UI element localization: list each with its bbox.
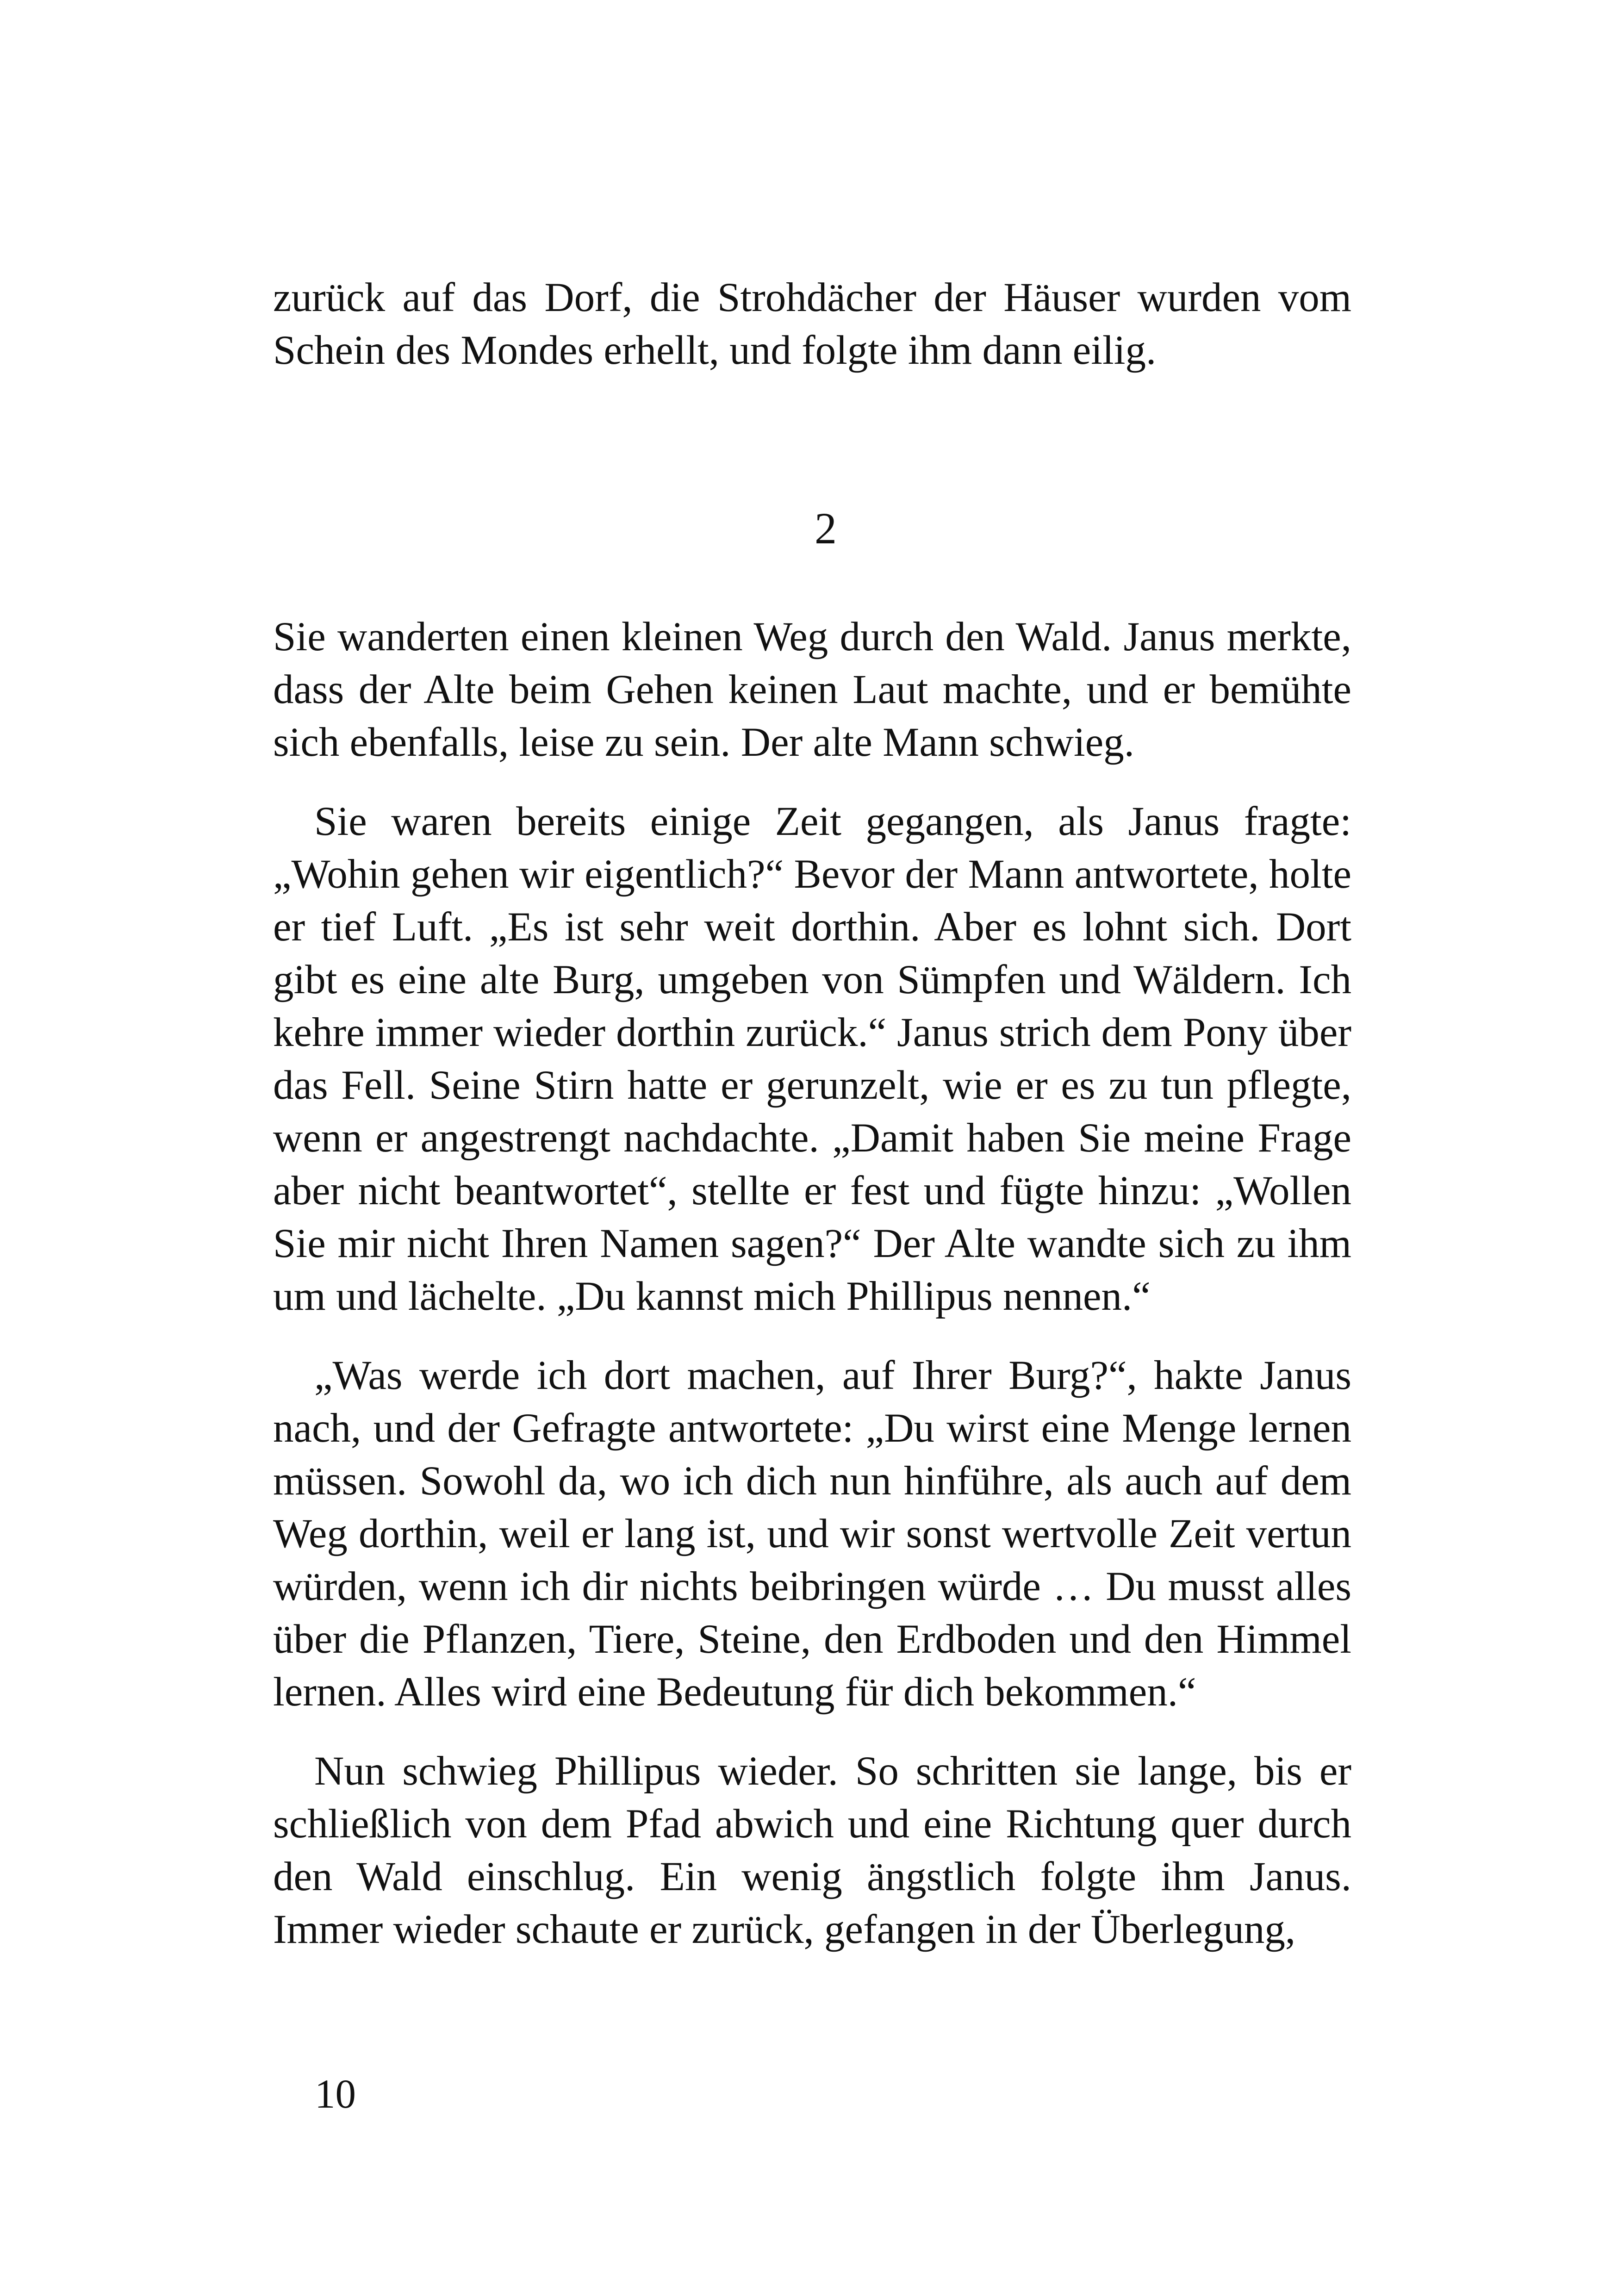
paragraph: zurück auf das Dorf, die Strohdächer der Häuser wurden vom Schein des Mondes erhellt, und folgte ihm dann eilig. xyxy=(273,275,1351,373)
paragraph: Sie wanderten einen kleinen Weg durch den Wald. Janus merkte, dass der Alte beim Gehen keinen Laut machte, und er bemühte sich ebenfalls, leise zu sein. Der alte Mann schwieg. xyxy=(273,614,1351,765)
paragraph: „Was werde ich dort machen, auf Ihrer Burg?“, hakte Janus nach, und der Gefragte antwortete: „Du wirst eine Menge lernen müssen. Sowohl da, wo ich dich nun hinführe, als auch auf dem Weg dorthin, weil er lang ist, und wir sonst wertvolle Zeit vertun würden, wenn ich dir nichts beibringen würde … Du musst alles über die Pflanzen, Tiere, Steine, den Erdboden und den Himmel lernen. Alles wird eine Bedeutung für dich bekommen.“ xyxy=(273,1353,1351,1715)
paragraph: Nun schwieg Phillipus wieder. So schritten sie lange, bis er schließlich von dem Pfad abwich und eine Richtung quer durch den Wald einschlug. Ein wenig ängstlich folgte ihm Janus. Immer wieder schaute er zurück, gefangen in der Überlegung, xyxy=(273,1748,1351,1952)
page-number: 10 xyxy=(315,2072,356,2117)
continuation-text xyxy=(273,271,1351,377)
chapter-number: 2 xyxy=(815,504,837,553)
chapter-body xyxy=(273,610,1351,1956)
paragraph: Sie waren bereits einige Zeit gegangen, als Janus fragte: „Wohin gehen wir eigentlich?“ Bevor der Mann antwortete, holte er tief Luft. „Es ist sehr weit dorthin. Aber es lohnt sich. Dort gibt es eine alte Burg, umgeben von Sümpfen und Wäldern. Ich kehre immer wieder dorthin zurück.“ Janus strich dem Pony über das Fell. Seine Stirn hatte er gerunzelt, wie er es zu tun pflegte, wenn er angestrengt nachdachte. „Damit haben Sie meine Frage aber nicht beantwortet“, stellte er fest und fügte hinzu: „Wollen Sie mir nicht Ihren Namen sagen?“ Der Alte wandte sich zu ihm um und lächelte. „Du kannst mich Phillipus nennen.“ xyxy=(273,799,1351,1319)
